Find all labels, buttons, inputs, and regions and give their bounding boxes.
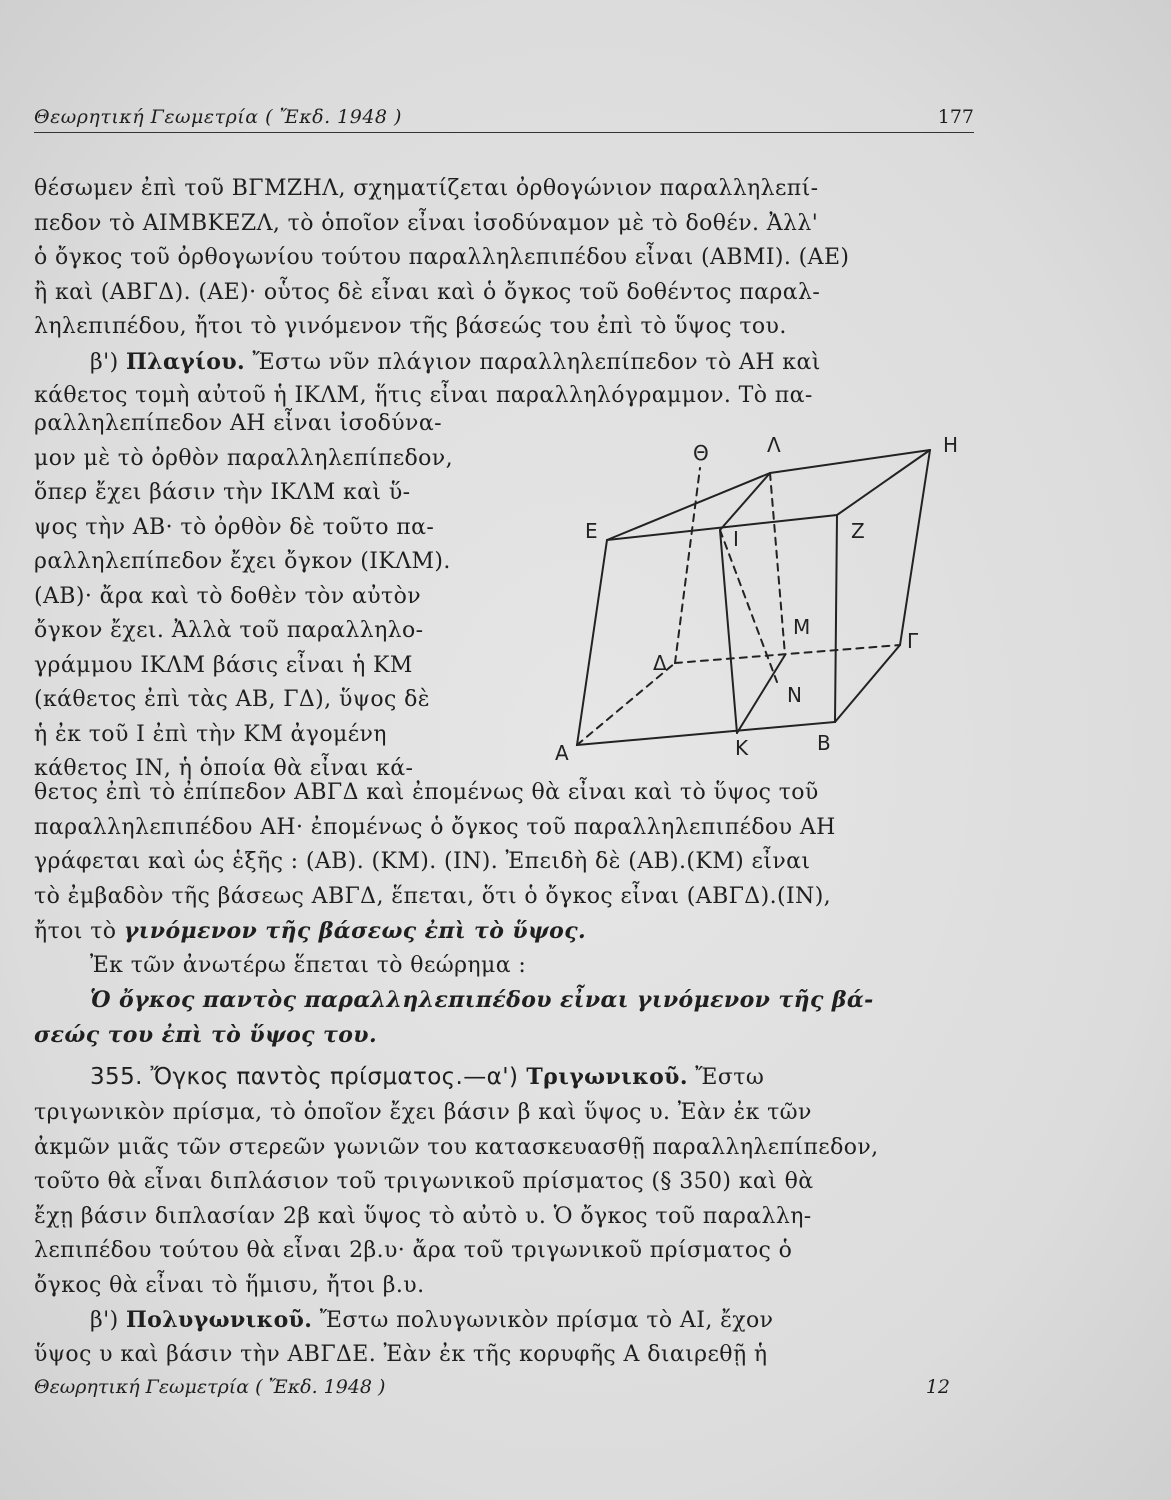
text-line: ὕψος υ καὶ βάσιν τὴν ΑΒΓΔΕ. Ἐὰν ἐκ τῆς κορυφῆς Α διαιρεθῇ ἡ bbox=[34, 1341, 768, 1367]
text-line: γράφεται καὶ ὡς ἑξῆς : (ΑΒ). (ΚΜ). (ΙΝ). Ἐπειδὴ δὲ (ΑΒ).(ΚΜ) εἶναι bbox=[34, 849, 811, 874]
text-line: ὁ ὄγκος τοῦ ὀρθογωνίου τούτου παραλληλεπιπέδου εἶναι (ΑΒΜΙ). (ΑΕ) bbox=[34, 245, 850, 270]
text-line: ὅπερ ἔχει βάσιν τὴν ΙΚΛΜ καὶ ὕ- bbox=[34, 480, 411, 505]
label-G: Γ bbox=[907, 629, 919, 653]
text-line: κάθετος τομὴ αὐτοῦ ἡ ΙΚΛΜ, ἥτις εἶναι παραλληλόγραμμον. Τὸ πα- bbox=[34, 383, 813, 408]
figure-edge-GH bbox=[900, 450, 930, 645]
figure-hidden-DTH bbox=[675, 468, 700, 663]
label-B: Β bbox=[817, 731, 831, 755]
theorem-statement-line1: Ὁ ὄγκος παντὸς παραλληλεπιπέδου εἶναι γινόμενον τῆς βά- bbox=[90, 987, 874, 1013]
etoi-prefix: ἤτοι τὸ bbox=[34, 919, 124, 944]
footer-title: Θεωρητική Γεωμετρία ( Ἔκδ. 1948 ) bbox=[34, 1376, 386, 1398]
theorem-statement-line2: σεώς του ἐπὶ τὸ ὕψος του. bbox=[34, 1021, 378, 1048]
label-N: Ν bbox=[787, 683, 802, 707]
text-line: κάθετος ΙΝ, ἡ ὁποία θὰ εἶναι κά- bbox=[34, 756, 414, 781]
text-line: ληλεπιπέδου, ἤτοι τὸ γινόμενον τῆς βάσεώς του ἐπὶ τὸ ὕψος του. bbox=[34, 314, 787, 339]
text-line: ἀκμῶν μιᾶς τῶν στερεῶν γωνιῶν του κατασκευασθῇ παραλληλεπίπεδον, bbox=[34, 1134, 879, 1160]
section-355-rest: Ἔστω bbox=[687, 1065, 765, 1090]
figure-hidden-AD bbox=[577, 663, 675, 745]
text-line: θετος ἐπὶ τὸ ἐπίπεδον ΑΒΓΔ καὶ ἐπομένως θὰ εἶναι καὶ τὸ ὕψος τοῦ bbox=[34, 780, 819, 805]
plagiou-label: β') bbox=[90, 349, 126, 375]
text-line: ραλληλεπίπεδον ΑΗ εἶναι ἰσοδύνα- bbox=[34, 411, 442, 436]
figure-edge-EH bbox=[770, 450, 930, 473]
figure-edge-IK bbox=[720, 530, 737, 733]
text-line: ραλληλεπίπεδον ἔχει ὄγκον (ΙΚΛΜ). bbox=[34, 549, 451, 574]
polygonal-heading: Πολυγωνικοῦ. bbox=[125, 1307, 313, 1333]
label-D: Δ bbox=[653, 651, 667, 675]
running-head bbox=[34, 102, 974, 133]
label-A: Α bbox=[555, 741, 569, 765]
text-line: μον μὲ τὸ ὀρθὸν παραλληλεπίπεδον, bbox=[34, 445, 453, 471]
page-number: 177 bbox=[937, 106, 974, 128]
label-L: Λ bbox=[767, 433, 781, 457]
etoi-line bbox=[34, 914, 984, 949]
figure-hidden-LM bbox=[770, 473, 785, 655]
figure-hidden-DG bbox=[675, 645, 900, 663]
text-line: θέσωμεν ἐπὶ τοῦ ΒΓΜΖΗΛ, σχηματίζεται ὀρθογώνιον παραλληλεπί- bbox=[34, 176, 819, 201]
text-line: (ΑΒ)· ἄρα καὶ τὸ δοθὲν τὸν αὐτὸν bbox=[34, 583, 421, 609]
figure-edge-BG bbox=[835, 645, 900, 722]
label-TH: Θ bbox=[693, 441, 709, 465]
text-block-top bbox=[34, 172, 984, 414]
text-block-after-figure bbox=[34, 776, 984, 1372]
figure-edge-ZH bbox=[837, 450, 930, 515]
footer bbox=[34, 1376, 974, 1406]
text-line: παραλληλεπιπέδου ΑΗ· ἐπομένως ὁ ὄγκος τοῦ παραλληλεπιπέδου ΑΗ bbox=[34, 814, 836, 840]
plagiou-line-rest: Ἔστω νῦν πλάγιον παραλληλεπίπεδον τὸ ΑΗ καὶ bbox=[245, 349, 821, 375]
text-line: τὸ ἐμβαδὸν τῆς βάσεως ΑΒΓΔ, ἕπεται, ὅτι ὁ ὄγκος εἶναι (ΑΒΓΔ).(ΙΝ), bbox=[34, 883, 832, 909]
text-line: ψος τὴν ΑΒ· τὸ ὀρθὸν δὲ τοῦτο πα- bbox=[34, 514, 435, 540]
text-line: τριγωνικὸν πρίσμα, τὸ ὁποῖον ἔχει βάσιν β καὶ ὕψος υ. Ἐὰν ἐκ τῶν bbox=[34, 1100, 812, 1125]
text-line: ἔχῃ βάσιν διπλασίαν 2β καὶ ὕψος τὸ αὐτὸ υ. Ὁ ὄγκος τοῦ παραλλη- bbox=[34, 1203, 812, 1229]
label-I: Ι bbox=[733, 527, 739, 551]
text-line: λεπιπέδου τούτου θὰ εἶναι 2β.υ· ἄρα τοῦ τριγωνικοῦ πρίσματος ὁ bbox=[34, 1238, 793, 1263]
text-line: ἢ καὶ (ΑΒΓΔ). (ΑΕ)· οὗτος δὲ εἶναι καὶ ὁ ὄγκος τοῦ δοθέντος παραλ- bbox=[34, 279, 821, 305]
polygonal-line bbox=[34, 1303, 984, 1338]
text-line: ὄγκος θὰ εἶναι τὸ ἥμισυ, ἤτοι β.υ. bbox=[34, 1272, 425, 1298]
section-355-heading: 355. Ὄγκος παντὸς πρίσματος.—α') bbox=[90, 1064, 519, 1090]
text-line: ὄγκον ἔχει. Ἀλλὰ τοῦ παραλληλο- bbox=[34, 618, 424, 643]
text-line: πεδον τὸ ΑΙΜΒΚΕΖΛ, τὸ ὁποῖον εἶναι ἰσοδύναμον μὲ τὸ δοθέν. Ἀλλ' bbox=[34, 210, 819, 236]
polygonal-line-rest: Ἔστω πολυγωνικὸν πρίσμα τὸ ΑΙ, ἔχον bbox=[312, 1308, 774, 1333]
figure-edge-IL bbox=[720, 473, 770, 530]
running-head-title: Θεωρητική Γεωμετρία ( Ἔκδ. 1948 ) bbox=[34, 106, 402, 128]
label-H: Η bbox=[943, 433, 959, 457]
figure-edge-KM bbox=[737, 655, 785, 733]
parallelepiped-figure bbox=[545, 430, 975, 770]
etoi-emphasis: γινόμενον τῆς βάσεως ἐπὶ τὸ ὕψος. bbox=[123, 918, 587, 944]
text-line: (κάθετος ἐπὶ τὰς ΑΒ, ΓΔ), ὕψος δὲ bbox=[34, 687, 430, 712]
text-line: τοῦτο θὰ εἶναι διπλάσιον τοῦ τριγωνικοῦ πρίσματος (§ 350) καὶ θὰ bbox=[34, 1169, 814, 1194]
section-355-line bbox=[34, 1052, 984, 1096]
label-K: Κ bbox=[735, 736, 749, 760]
plagiou-line bbox=[34, 345, 984, 380]
text-line: γράμμου ΙΚΛΜ βάσις εἶναι ἡ ΚΜ bbox=[34, 652, 413, 678]
label-Z: Ζ bbox=[851, 519, 865, 543]
label-E: Ε bbox=[585, 519, 598, 543]
figure-edge-EL bbox=[607, 473, 770, 540]
plagiou-heading: Πλαγίου. bbox=[125, 348, 246, 375]
polygonal-label: β') bbox=[90, 1308, 126, 1333]
theorem-intro: Ἐκ τῶν ἀνωτέρω ἕπεται τὸ θεώρημα : bbox=[90, 952, 527, 978]
label-M: Μ bbox=[793, 615, 811, 639]
footer-signature: 12 bbox=[925, 1376, 950, 1398]
text-line: ἡ ἐκ τοῦ Ι ἐπὶ τὴν ΚΜ ἀγομένη bbox=[34, 721, 387, 747]
section-355-subheading: Τριγωνικοῦ. bbox=[518, 1064, 688, 1090]
